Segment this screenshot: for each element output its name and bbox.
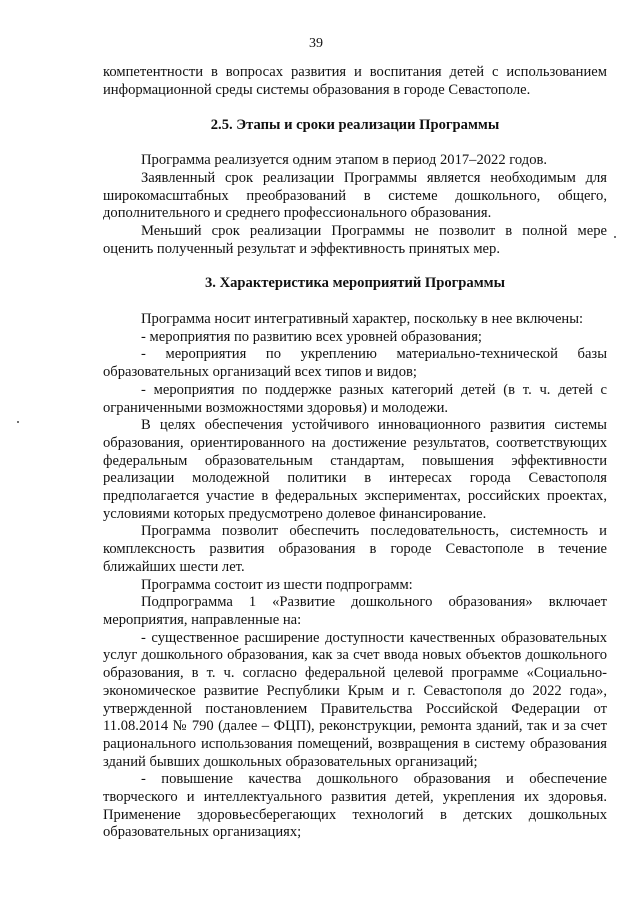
list-item: - повышение качества дошкольного образования и обеспечение творческого и интеллектуального развития детей, укрепления их здоровья. Применение здоровьесберегающих технологий в детских дошкольных образовательных организациях; <box>103 771 607 841</box>
paragraph: Заявленный срок реализации Программы является необходимым для широкомасштабных преобразований в системе дошкольного, общего, дополнительного и среднего профессионального образования. <box>103 169 607 222</box>
page-content <box>103 64 607 842</box>
paragraph: Программа состоит из шести подпрограмм: <box>141 576 413 593</box>
list-item: - мероприятия по развитию всех уровней образования; <box>141 328 482 345</box>
paragraph: Программа позволит обеспечить последовательность, системность и комплексность развития образования в городе Севастополе в течение ближайших шести лет. <box>103 523 607 575</box>
section-heading-3: 3. Характеристика мероприятий Программы <box>205 275 505 292</box>
paragraph: Подпрограмма 1 «Развитие дошкольного образования» включает мероприятия, направленные на: <box>103 594 607 628</box>
list-item: - мероприятия по поддержке разных категорий детей (в т. ч. детей с ограниченными возможностями здоровья) и молодежи. <box>103 381 607 416</box>
paragraph: Программа носит интегративный характер, поскольку в нее включены: <box>141 311 584 328</box>
scan-speck <box>614 236 616 238</box>
paragraph: Программа реализуется одним этапом в период 2017–2022 годов. <box>141 152 548 169</box>
paragraph: В целях обеспечения устойчивого инновационного развития системы образования, ориентированного на достижение результатов, соответствующих федеральным образовательным стандартам, повышения эффективности реализации молодежной политики в интересах города Севастополя предполагается участие в федеральных экспериментах, российских проектах, условиями которых предусмотрено долевое финансирование. <box>103 417 607 522</box>
page-number: 39 <box>309 36 323 51</box>
paragraph: Меньший срок реализации Программы не позволит в полной мере оценить полученный результат и эффективность принятых мер. <box>103 222 607 257</box>
list-item: - существенное расширение доступности качественных образовательных услуг дошкольного образования, как за счет ввода новых объектов дошкольного образования, в т. ч. согласно федеральной целевой программе «Социально-экономическое развитие Республики Крым и г. Севастополя до 2022 года», утвержденной постановлением Правительства Российской Федерации от 11.08.2014 № 790 (далее – ФЦП), реконструкции, ремонта зданий, так и за счет рационального использования помещений, возвращения в систему образования зданий бывших дошкольных образовательных организаций; <box>103 629 607 770</box>
section-heading-2-5: 2.5. Этапы и сроки реализации Программы <box>210 117 500 134</box>
list-item: - мероприятия по укреплению материально-технической базы образовательных организаций всех типов и видов; <box>103 346 607 381</box>
scan-speck <box>17 421 19 423</box>
paragraph-continued: компетентности в вопросах развития и воспитания детей с использованием информационной среды системы образования в городе Севастополе. <box>103 64 607 98</box>
